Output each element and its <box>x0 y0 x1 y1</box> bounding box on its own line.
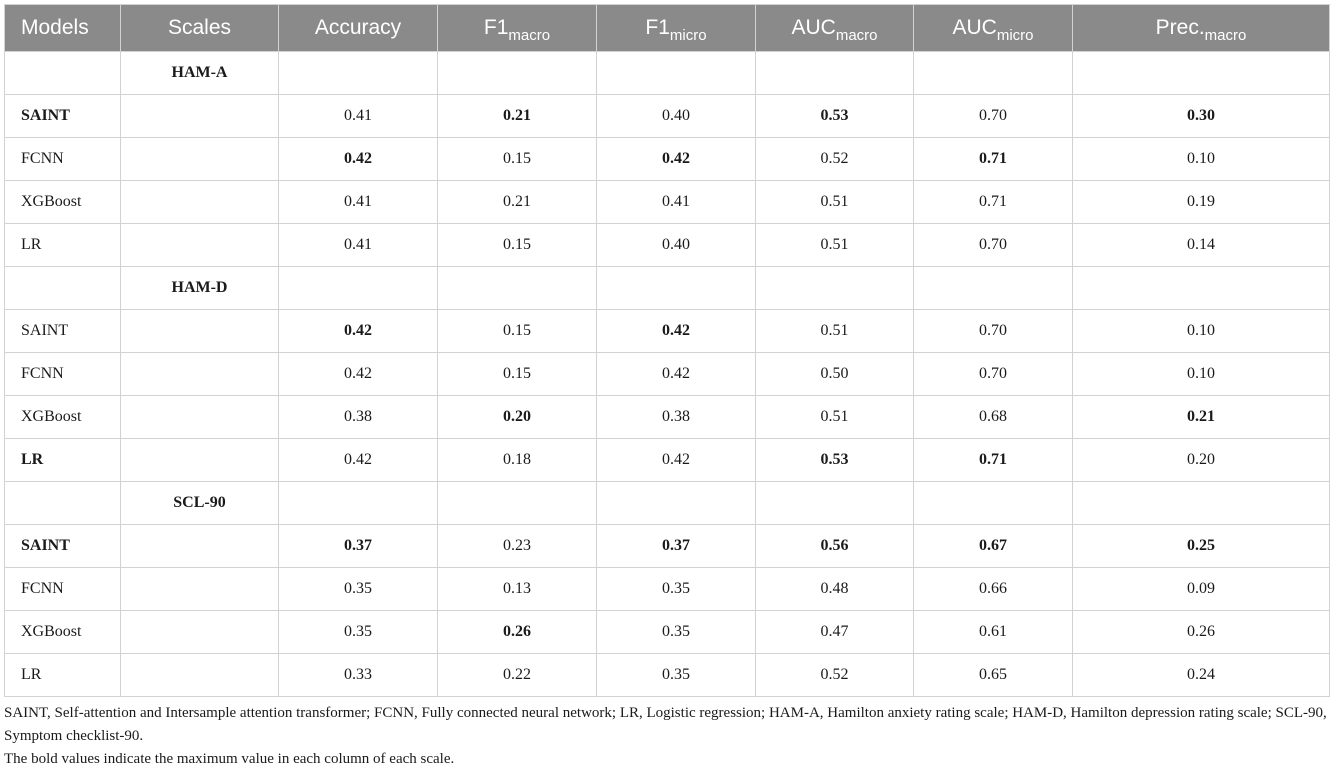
header-prec-macro-sub: macro <box>1204 27 1247 44</box>
metric-value-cell: 0.42 <box>279 439 438 482</box>
metric-value-cell: 0.70 <box>914 353 1073 396</box>
header-f1-micro-base: F1 <box>645 16 670 39</box>
metric-value-cell: 0.23 <box>438 525 597 568</box>
metric-value-cell: 0.10 <box>1073 353 1330 396</box>
metric-value-cell: 0.53 <box>756 439 914 482</box>
metric-value-cell: 0.37 <box>279 525 438 568</box>
metric-value-cell: 0.70 <box>914 95 1073 138</box>
table-row <box>5 568 1330 611</box>
scale-cell <box>121 611 279 654</box>
header-row <box>5 5 1330 52</box>
header-f1-macro <box>438 5 597 52</box>
metric-value-cell: 0.21 <box>438 181 597 224</box>
empty-cell <box>914 267 1073 310</box>
header-auc-macro-sub: macro <box>835 27 878 44</box>
metric-value-cell: 0.61 <box>914 611 1073 654</box>
table-row <box>5 353 1330 396</box>
results-table-container <box>4 4 1329 697</box>
metric-value-cell: 0.15 <box>438 224 597 267</box>
metric-value-cell: 0.09 <box>1073 568 1330 611</box>
scale-cell <box>121 525 279 568</box>
metric-value-cell: 0.66 <box>914 568 1073 611</box>
metric-value-cell: 0.35 <box>597 611 756 654</box>
metric-value-cell: 0.15 <box>438 353 597 396</box>
metric-value-cell: 0.71 <box>914 138 1073 181</box>
metric-value-cell: 0.26 <box>438 611 597 654</box>
empty-cell <box>914 52 1073 95</box>
header-f1-macro-base: F1 <box>483 16 509 39</box>
metric-value-cell: 0.33 <box>279 654 438 697</box>
metric-value-cell: 0.52 <box>756 654 914 697</box>
empty-cell <box>279 267 438 310</box>
table-footnote <box>4 702 1329 771</box>
model-name-cell: FCNN <box>5 138 121 181</box>
metric-value-cell: 0.48 <box>756 568 914 611</box>
footnote-abbreviations: SAINT, Self-attention and Intersample attention transformer; FCNN, Fully connected neural network; LR, Logistic regression; HAM-A, Hamilton anxiety rating scale; HAM-D, Hamilton depression rating scale; SCL-90, Symptom checklist-90. <box>4 705 1327 744</box>
metric-value-cell: 0.70 <box>914 224 1073 267</box>
header-f1-micro <box>597 5 756 52</box>
metric-value-cell: 0.20 <box>1073 439 1330 482</box>
table-header <box>5 5 1330 52</box>
table-row <box>5 224 1330 267</box>
empty-cell <box>597 52 756 95</box>
model-name-cell: LR <box>5 439 121 482</box>
metric-value-cell: 0.42 <box>597 353 756 396</box>
empty-cell <box>279 482 438 525</box>
metric-value-cell: 0.42 <box>597 138 756 181</box>
model-name-cell: LR <box>5 224 121 267</box>
empty-cell <box>597 267 756 310</box>
scale-cell <box>121 310 279 353</box>
metric-value-cell: 0.40 <box>597 224 756 267</box>
metric-value-cell: 0.42 <box>279 353 438 396</box>
empty-cell <box>5 52 121 95</box>
metric-value-cell: 0.35 <box>597 654 756 697</box>
header-auc-macro <box>756 5 914 52</box>
metric-value-cell: 0.10 <box>1073 138 1330 181</box>
empty-cell <box>5 482 121 525</box>
table-row <box>5 611 1330 654</box>
metric-value-cell: 0.22 <box>438 654 597 697</box>
empty-cell <box>597 482 756 525</box>
metric-value-cell: 0.41 <box>597 181 756 224</box>
scale-cell <box>121 181 279 224</box>
metric-value-cell: 0.21 <box>1073 396 1330 439</box>
empty-cell <box>756 52 914 95</box>
metric-value-cell: 0.15 <box>438 310 597 353</box>
metric-value-cell: 0.40 <box>597 95 756 138</box>
scale-label: HAM-A <box>121 52 279 95</box>
scale-label: HAM-D <box>121 267 279 310</box>
header-auc-macro-base: AUC <box>791 16 836 39</box>
table-row <box>5 396 1330 439</box>
header-accuracy: Accuracy <box>279 5 438 52</box>
metric-value-cell: 0.42 <box>279 138 438 181</box>
metric-value-cell: 0.51 <box>756 181 914 224</box>
metric-value-cell: 0.20 <box>438 396 597 439</box>
section-row <box>5 52 1330 95</box>
scale-cell <box>121 396 279 439</box>
metric-value-cell: 0.30 <box>1073 95 1330 138</box>
metric-value-cell: 0.51 <box>756 396 914 439</box>
empty-cell <box>756 482 914 525</box>
metric-value-cell: 0.19 <box>1073 181 1330 224</box>
metric-value-cell: 0.10 <box>1073 310 1330 353</box>
metric-value-cell: 0.21 <box>438 95 597 138</box>
empty-cell <box>438 482 597 525</box>
header-prec-macro-base: Prec. <box>1155 16 1205 39</box>
scale-cell <box>121 568 279 611</box>
table-row <box>5 439 1330 482</box>
section-row <box>5 482 1330 525</box>
metric-value-cell: 0.68 <box>914 396 1073 439</box>
metric-value-cell: 0.38 <box>279 396 438 439</box>
header-auc-micro <box>914 5 1073 52</box>
metric-value-cell: 0.35 <box>279 611 438 654</box>
empty-cell <box>914 482 1073 525</box>
metric-value-cell: 0.70 <box>914 310 1073 353</box>
empty-cell <box>1073 267 1330 310</box>
metric-value-cell: 0.71 <box>914 181 1073 224</box>
table-row <box>5 654 1330 697</box>
metric-value-cell: 0.37 <box>597 525 756 568</box>
model-name-cell: FCNN <box>5 353 121 396</box>
header-f1-micro-sub: micro <box>669 27 707 44</box>
metric-value-cell: 0.38 <box>597 396 756 439</box>
metric-value-cell: 0.35 <box>597 568 756 611</box>
metric-value-cell: 0.14 <box>1073 224 1330 267</box>
metric-value-cell: 0.53 <box>756 95 914 138</box>
header-auc-micro-base: AUC <box>952 16 997 39</box>
header-f1-macro-sub: macro <box>508 27 551 44</box>
model-name-cell: FCNN <box>5 568 121 611</box>
scale-cell <box>121 138 279 181</box>
model-name-cell: SAINT <box>5 310 121 353</box>
empty-cell <box>5 267 121 310</box>
empty-cell <box>438 52 597 95</box>
model-name-cell: XGBoost <box>5 611 121 654</box>
metric-value-cell: 0.71 <box>914 439 1073 482</box>
empty-cell <box>438 267 597 310</box>
metric-value-cell: 0.42 <box>597 439 756 482</box>
metric-value-cell: 0.51 <box>756 224 914 267</box>
metric-value-cell: 0.35 <box>279 568 438 611</box>
header-models: Models <box>5 5 121 52</box>
metric-value-cell: 0.50 <box>756 353 914 396</box>
metric-value-cell: 0.65 <box>914 654 1073 697</box>
section-row <box>5 267 1330 310</box>
metric-value-cell: 0.56 <box>756 525 914 568</box>
header-scales: Scales <box>121 5 279 52</box>
table-row <box>5 310 1330 353</box>
metric-value-cell: 0.67 <box>914 525 1073 568</box>
results-table <box>4 4 1330 697</box>
footnote-bold-note: The bold values indicate the maximum value in each column of each scale. <box>4 751 455 767</box>
scale-cell <box>121 95 279 138</box>
scale-label: SCL-90 <box>121 482 279 525</box>
empty-cell <box>1073 52 1330 95</box>
metric-value-cell: 0.15 <box>438 138 597 181</box>
metric-value-cell: 0.41 <box>279 95 438 138</box>
metric-value-cell: 0.24 <box>1073 654 1330 697</box>
table-row <box>5 138 1330 181</box>
metric-value-cell: 0.25 <box>1073 525 1330 568</box>
metric-value-cell: 0.41 <box>279 224 438 267</box>
scale-cell <box>121 654 279 697</box>
table-body <box>5 52 1330 697</box>
header-prec-macro <box>1073 5 1330 52</box>
model-name-cell: SAINT <box>5 525 121 568</box>
metric-value-cell: 0.51 <box>756 310 914 353</box>
model-name-cell: XGBoost <box>5 181 121 224</box>
table-row <box>5 525 1330 568</box>
scale-cell <box>121 439 279 482</box>
scale-cell <box>121 353 279 396</box>
metric-value-cell: 0.52 <box>756 138 914 181</box>
model-name-cell: XGBoost <box>5 396 121 439</box>
scale-cell <box>121 224 279 267</box>
metric-value-cell: 0.41 <box>279 181 438 224</box>
empty-cell <box>279 52 438 95</box>
metric-value-cell: 0.26 <box>1073 611 1330 654</box>
metric-value-cell: 0.47 <box>756 611 914 654</box>
empty-cell <box>1073 482 1330 525</box>
model-name-cell: SAINT <box>5 95 121 138</box>
metric-value-cell: 0.18 <box>438 439 597 482</box>
model-name-cell: LR <box>5 654 121 697</box>
header-auc-micro-sub: micro <box>996 27 1034 44</box>
table-row <box>5 181 1330 224</box>
metric-value-cell: 0.13 <box>438 568 597 611</box>
table-row <box>5 95 1330 138</box>
metric-value-cell: 0.42 <box>279 310 438 353</box>
metric-value-cell: 0.42 <box>597 310 756 353</box>
empty-cell <box>756 267 914 310</box>
